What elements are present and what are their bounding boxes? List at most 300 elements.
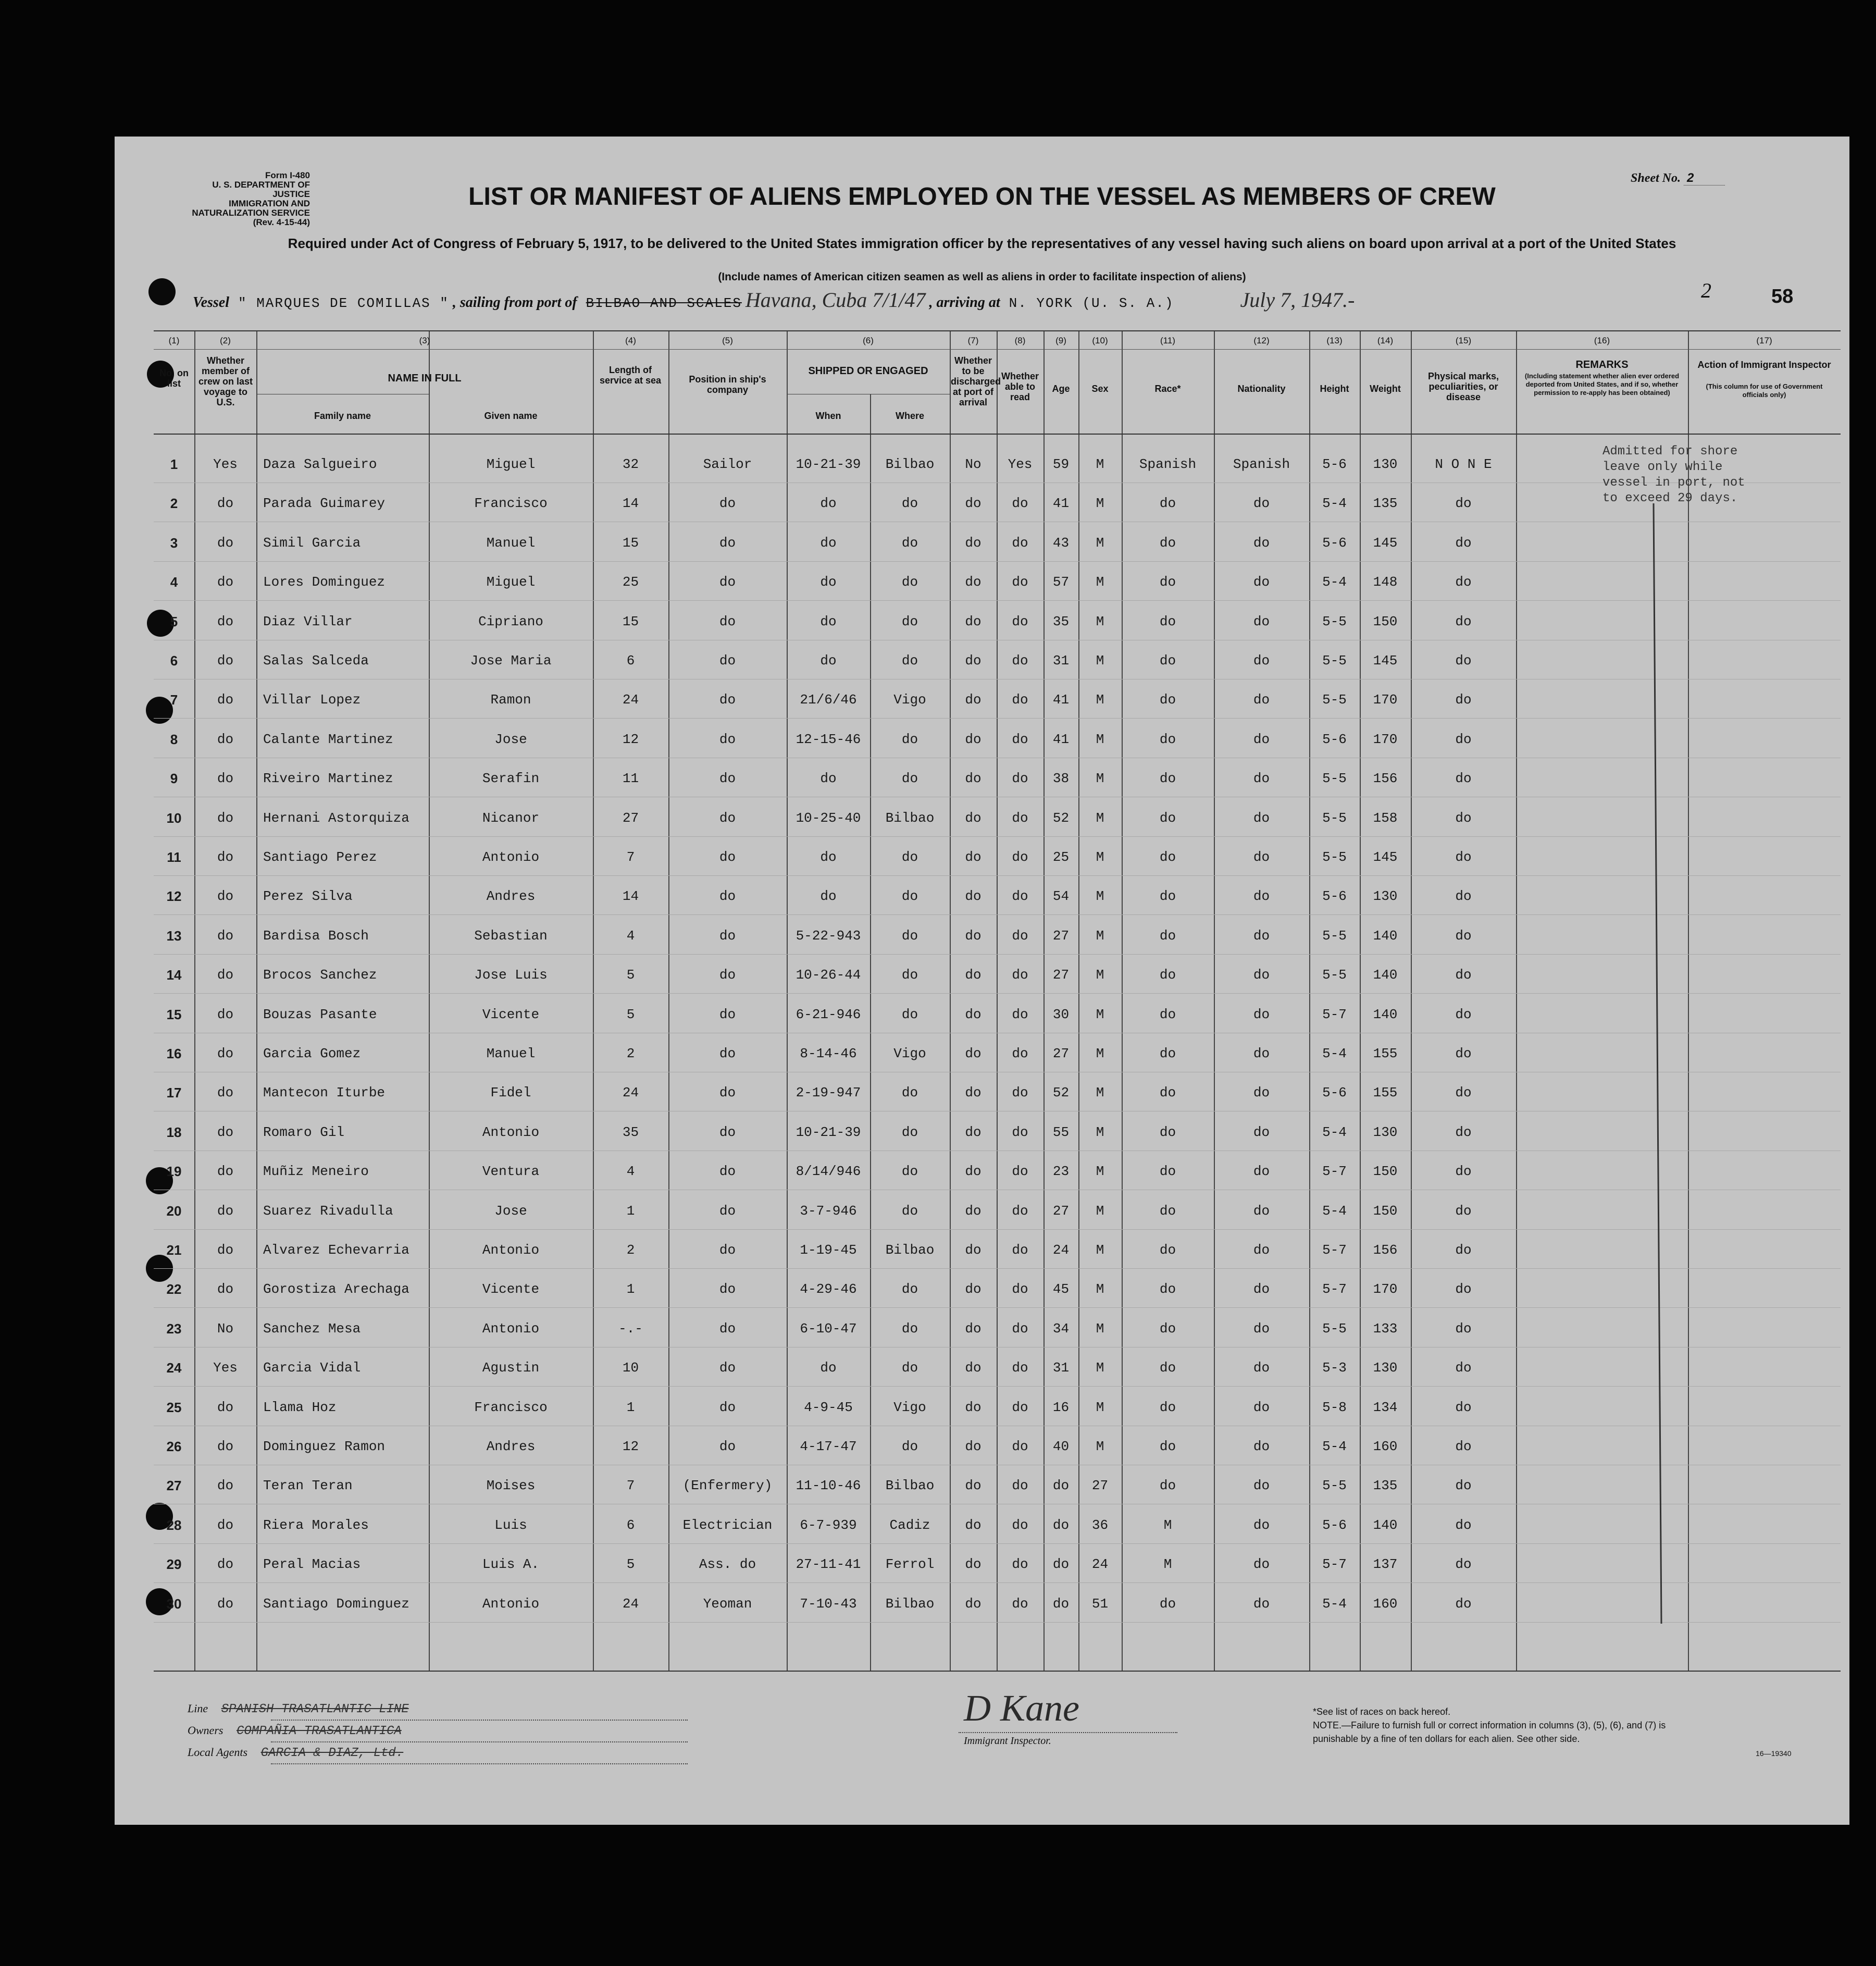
- col-number: (1): [168, 336, 180, 345]
- length-of-service: 27: [622, 810, 639, 826]
- header-name-in-full: NAME IN FULL: [388, 373, 462, 384]
- race: do: [1159, 535, 1176, 551]
- height: 5-6: [1322, 456, 1347, 472]
- arrival-date: July 7, 1947.-: [1240, 288, 1355, 312]
- given-name: Francisco: [474, 1399, 548, 1415]
- given-name: Nicanor: [482, 810, 540, 826]
- physical-marks: N O N E: [1435, 456, 1492, 472]
- age: 24: [1052, 1242, 1070, 1258]
- shipped-where: do: [901, 731, 918, 747]
- row-number: 5: [170, 613, 178, 629]
- col-number: (17): [1756, 336, 1772, 345]
- nationality: do: [1253, 1439, 1270, 1454]
- table-row: [154, 759, 1841, 798]
- discharged: do: [965, 1203, 982, 1219]
- race: do: [1159, 1478, 1176, 1494]
- family-name: Lores Dominguez: [263, 574, 386, 590]
- physical-marks: do: [1455, 1596, 1472, 1612]
- shipped-when: 7-10-43: [800, 1596, 857, 1612]
- shipped-when: do: [820, 496, 837, 512]
- length-of-service: 6: [626, 1517, 635, 1533]
- nationality: do: [1253, 1360, 1270, 1376]
- race: do: [1159, 1006, 1176, 1022]
- nationality: do: [1253, 653, 1270, 669]
- table-row: [154, 1034, 1841, 1073]
- family-name: Daza Salgueiro: [263, 456, 377, 472]
- row-rule: [154, 1386, 1841, 1387]
- sex: M: [1096, 888, 1104, 905]
- physical-marks: do: [1455, 535, 1472, 551]
- footer-owners: [188, 1724, 402, 1738]
- length-of-service: 1: [626, 1203, 635, 1219]
- nationality: do: [1253, 1596, 1270, 1612]
- family-name: Sanchez Mesa: [263, 1320, 361, 1337]
- length-of-service: 1: [626, 1281, 635, 1297]
- table-row: [154, 799, 1841, 838]
- nationality: do: [1253, 810, 1270, 826]
- position: do: [719, 1085, 736, 1101]
- table-row: [154, 995, 1841, 1034]
- height: 5-6: [1322, 1517, 1347, 1533]
- age: 31: [1052, 653, 1070, 669]
- position: do: [719, 1439, 736, 1454]
- able-to-read: do: [1012, 731, 1028, 747]
- row-number: 29: [166, 1556, 182, 1573]
- weight: 170: [1373, 1281, 1398, 1297]
- family-name: Llama Hoz: [263, 1399, 337, 1415]
- able-to-read: do: [1012, 613, 1028, 629]
- weight: 145: [1373, 653, 1398, 669]
- height: 5-6: [1322, 888, 1347, 905]
- sex: M: [1096, 653, 1104, 669]
- row-number: 7: [170, 692, 178, 708]
- height: 5-4: [1322, 1124, 1347, 1140]
- sex: M: [1096, 731, 1104, 747]
- given-name: Ventura: [482, 1164, 540, 1180]
- sex: 27: [1091, 1478, 1109, 1494]
- table-row: [154, 1349, 1841, 1388]
- shipped-when: do: [820, 1360, 837, 1376]
- table-row: [154, 1545, 1841, 1584]
- shipped-where: do: [901, 1281, 918, 1297]
- member-prev-voyage: do: [217, 1006, 234, 1022]
- shipped-where: do: [901, 1320, 918, 1337]
- age: 52: [1052, 810, 1070, 826]
- weight: 155: [1373, 1046, 1398, 1061]
- given-name: Antonio: [482, 849, 540, 865]
- family-name: Diaz Villar: [263, 613, 353, 629]
- able-to-read: do: [1012, 1360, 1028, 1376]
- weight: 130: [1373, 456, 1398, 472]
- given-name: Antonio: [482, 1124, 540, 1140]
- given-name: Vicente: [482, 1281, 540, 1297]
- discharged: do: [965, 888, 982, 905]
- vessel-label: Vessel: [193, 294, 229, 311]
- nationality: Spanish: [1233, 456, 1290, 472]
- header-action-note: (This column for use of Government officials only): [1706, 382, 1823, 399]
- nationality: do: [1253, 1164, 1270, 1180]
- footnote-fine: NOTE.—Failure to furnish full or correct information in columns (3), (5), (6), and (7) is punishable by a fine of ten dollars for each alien. See other side.: [1313, 1720, 1666, 1744]
- discharged: do: [965, 613, 982, 629]
- height: 5-5: [1322, 967, 1347, 983]
- race: do: [1159, 496, 1176, 512]
- race: do: [1159, 1164, 1176, 1180]
- physical-marks: do: [1455, 1556, 1472, 1573]
- weight: 137: [1373, 1556, 1398, 1573]
- shipped-when: 6-10-47: [800, 1320, 857, 1337]
- physical-marks: do: [1455, 1164, 1472, 1180]
- header-family-name: Family name: [314, 411, 371, 421]
- row-rule: [154, 914, 1841, 915]
- row-number: 8: [170, 731, 178, 747]
- discharged: do: [965, 1124, 982, 1140]
- arriving-port: N. YORK (U. S. A.): [1009, 295, 1174, 311]
- able-to-read: do: [1012, 888, 1028, 905]
- col-number: (12): [1253, 336, 1270, 345]
- shipped-when: do: [820, 613, 837, 629]
- race: do: [1159, 888, 1176, 905]
- discharged: do: [965, 810, 982, 826]
- shipped-where: Bilbao: [885, 1478, 935, 1494]
- physical-marks: do: [1455, 1046, 1472, 1061]
- discharged: do: [965, 1439, 982, 1454]
- race: do: [1159, 928, 1176, 944]
- sex: M: [1096, 613, 1104, 629]
- discharged: do: [965, 1517, 982, 1533]
- owners-value: COMPAÑIA TRASATLANTICA: [236, 1724, 402, 1738]
- position: do: [719, 1281, 736, 1297]
- able-to-read: do: [1012, 653, 1028, 669]
- weight: 135: [1373, 1478, 1398, 1494]
- length-of-service: 32: [622, 456, 639, 472]
- family-name: Teran Teran: [263, 1478, 353, 1494]
- header-shipped-engaged: SHIPPED OR ENGAGED: [808, 365, 928, 377]
- shipped-where: do: [901, 574, 918, 590]
- height: 5-4: [1322, 1046, 1347, 1061]
- col-number: (16): [1594, 336, 1610, 345]
- able-to-read: do: [1012, 496, 1028, 512]
- family-name: Parada Guimarey: [263, 496, 386, 512]
- given-name: Antonio: [482, 1320, 540, 1337]
- member-prev-voyage: Yes: [213, 1360, 238, 1376]
- vessel-line: [156, 288, 1844, 312]
- given-name: Vicente: [482, 1006, 540, 1022]
- header-given-name: Given name: [484, 411, 538, 421]
- weight: 155: [1373, 1085, 1398, 1101]
- discharged: do: [965, 1556, 982, 1573]
- row-rule: [154, 1307, 1841, 1308]
- discharged: do: [965, 1596, 982, 1612]
- crew-table: [154, 330, 1841, 1672]
- row-number: 12: [166, 888, 182, 905]
- member-prev-voyage: do: [217, 1242, 234, 1258]
- shipped-when: 21/6/46: [800, 692, 857, 708]
- weight: 145: [1373, 535, 1398, 551]
- subtitle-note: (Include names of American citizen seamen as well as aliens in order to facilitate inspection of aliens): [718, 271, 1246, 283]
- age: do: [1052, 1596, 1070, 1612]
- line-label: Line: [188, 1702, 208, 1715]
- position: do: [719, 810, 736, 826]
- member-prev-voyage: do: [217, 1281, 234, 1297]
- sex: M: [1096, 1006, 1104, 1022]
- member-prev-voyage: do: [217, 1478, 234, 1494]
- member-prev-voyage: do: [217, 653, 234, 669]
- able-to-read: do: [1012, 928, 1028, 944]
- race: do: [1159, 1360, 1176, 1376]
- nationality: do: [1253, 1281, 1270, 1297]
- table-row: [154, 484, 1841, 523]
- age: 41: [1052, 692, 1070, 708]
- row-number: 13: [166, 928, 182, 944]
- position: do: [719, 1360, 736, 1376]
- race: do: [1159, 1124, 1176, 1140]
- nationality: do: [1253, 1124, 1270, 1140]
- physical-marks: do: [1455, 1006, 1472, 1022]
- given-name: Jose Luis: [474, 967, 548, 983]
- table-row: [154, 1506, 1841, 1545]
- row-rule: [154, 1229, 1841, 1230]
- race: do: [1159, 849, 1176, 865]
- weight: 156: [1373, 1242, 1398, 1258]
- table-row: [154, 602, 1841, 641]
- row-rule: [154, 600, 1841, 601]
- physical-marks: do: [1455, 928, 1472, 944]
- nationality: do: [1253, 731, 1270, 747]
- race: Spanish: [1139, 456, 1197, 472]
- position: do: [719, 613, 736, 629]
- shipped-where: do: [901, 1006, 918, 1022]
- shipped-when: 1-19-45: [800, 1242, 857, 1258]
- member-prev-voyage: do: [217, 771, 234, 787]
- row-number: 9: [170, 771, 178, 787]
- row-number: 17: [166, 1085, 182, 1101]
- position: do: [719, 535, 736, 551]
- physical-marks: do: [1455, 1478, 1472, 1494]
- member-prev-voyage: do: [217, 1556, 234, 1573]
- row-number: 16: [166, 1046, 182, 1061]
- given-name: Miguel: [486, 456, 536, 472]
- physical-marks: do: [1455, 692, 1472, 708]
- shipped-where: Vigo: [893, 1399, 926, 1415]
- shipped-where: do: [901, 1360, 918, 1376]
- row-number: 1: [170, 456, 178, 472]
- age: do: [1052, 1556, 1070, 1573]
- col-number: (6): [863, 336, 874, 345]
- table-row: [154, 877, 1841, 916]
- table-row: [154, 445, 1841, 484]
- member-prev-voyage: do: [217, 849, 234, 865]
- given-name: Miguel: [486, 574, 536, 590]
- header-position: Position in ship's company: [689, 374, 766, 395]
- shipped-when: 5-22-943: [796, 928, 861, 944]
- physical-marks: do: [1455, 888, 1472, 905]
- shipped-where: do: [901, 928, 918, 944]
- inspector-rule: [959, 1732, 1177, 1733]
- physical-marks: do: [1455, 849, 1472, 865]
- length-of-service: 5: [626, 1556, 635, 1573]
- position: Electrician: [682, 1517, 773, 1533]
- inspector-label: Immigrant Inspector.: [964, 1735, 1051, 1747]
- family-name: Villar Lopez: [263, 692, 361, 708]
- given-name: Antonio: [482, 1242, 540, 1258]
- weight: 140: [1373, 967, 1398, 983]
- height: 5-7: [1322, 1242, 1347, 1258]
- row-number: 18: [166, 1124, 182, 1140]
- shipped-where: Cadiz: [889, 1517, 930, 1533]
- family-name: Salas Salceda: [263, 653, 369, 669]
- family-name: Calante Martinez: [263, 731, 393, 747]
- weight: 130: [1373, 888, 1398, 905]
- able-to-read: do: [1012, 771, 1028, 787]
- col-number: (13): [1326, 336, 1343, 345]
- family-name: Dominguez Ramon: [263, 1439, 386, 1454]
- race: do: [1159, 1320, 1176, 1337]
- family-name: Gorostiza Arechaga: [263, 1281, 409, 1297]
- discharged: do: [965, 496, 982, 512]
- footer-agents: [188, 1746, 403, 1760]
- shipped-where: do: [901, 1164, 918, 1180]
- given-name: Andres: [486, 888, 536, 905]
- member-prev-voyage: do: [217, 810, 234, 826]
- position: do: [719, 849, 736, 865]
- sex: M: [1096, 456, 1104, 472]
- header-rule: [154, 434, 1841, 435]
- member-prev-voyage: No: [217, 1320, 234, 1337]
- nationality: do: [1253, 771, 1270, 787]
- shipped-when: do: [820, 771, 837, 787]
- sex: 24: [1091, 1556, 1109, 1573]
- race: do: [1159, 1085, 1176, 1101]
- row-rule: [154, 993, 1841, 994]
- member-prev-voyage: do: [217, 1164, 234, 1180]
- family-name: Romaro Gil: [263, 1124, 345, 1140]
- age: 43: [1052, 535, 1070, 551]
- weight: 150: [1373, 1164, 1398, 1180]
- row-rule: [154, 718, 1841, 719]
- physical-marks: do: [1455, 613, 1472, 629]
- shipped-when: 11-10-46: [796, 1478, 861, 1494]
- age: 54: [1052, 888, 1070, 905]
- given-name: Jose: [494, 1203, 527, 1219]
- shipped-where: do: [901, 653, 918, 669]
- given-name: Antonio: [482, 1596, 540, 1612]
- row-number: 3: [170, 535, 178, 551]
- sex: M: [1096, 771, 1104, 787]
- height: 5-5: [1322, 613, 1347, 629]
- race: do: [1159, 771, 1176, 787]
- header-discharged: Whether to be discharged at port of arrival: [951, 355, 1001, 407]
- shipped-when: 4-17-47: [800, 1439, 857, 1454]
- header-where: Where: [895, 411, 924, 421]
- footnote-races: *See list of races on back hereof.: [1313, 1707, 1451, 1717]
- height: 5-7: [1322, 1006, 1347, 1022]
- table-row: [154, 1270, 1841, 1309]
- table-row: [154, 1427, 1841, 1466]
- age: 27: [1052, 1203, 1070, 1219]
- position: Sailor: [703, 456, 752, 472]
- race: do: [1159, 1203, 1176, 1219]
- discharged: do: [965, 967, 982, 983]
- weight: 148: [1373, 574, 1398, 590]
- able-to-read: do: [1012, 1242, 1028, 1258]
- age: 55: [1052, 1124, 1070, 1140]
- able-to-read: do: [1012, 849, 1028, 865]
- page-mark: 2: [1701, 279, 1711, 302]
- physical-marks: do: [1455, 1281, 1472, 1297]
- length-of-service: 25: [622, 574, 639, 590]
- family-name: Perez Silva: [263, 888, 353, 905]
- shipped-when: 3-7-946: [800, 1203, 857, 1219]
- age: 27: [1052, 967, 1070, 983]
- header-sex: Sex: [1091, 384, 1109, 394]
- position: do: [719, 1164, 736, 1180]
- row-rule: [154, 561, 1841, 562]
- age: 34: [1052, 1320, 1070, 1337]
- row-number: 2: [170, 496, 178, 512]
- race: do: [1159, 574, 1176, 590]
- height: 5-6: [1322, 731, 1347, 747]
- race: M: [1163, 1556, 1172, 1573]
- sex: M: [1096, 692, 1104, 708]
- discharged: do: [965, 731, 982, 747]
- sheet-value: 2: [1684, 171, 1725, 186]
- position: do: [719, 1006, 736, 1022]
- member-prev-voyage: Yes: [213, 456, 238, 472]
- race: do: [1159, 1046, 1176, 1061]
- header-able-read: Whether able to read: [1001, 371, 1039, 402]
- height: 5-5: [1322, 1478, 1347, 1494]
- sex: M: [1096, 1085, 1104, 1101]
- weight: 158: [1373, 810, 1398, 826]
- height: 5-5: [1322, 810, 1347, 826]
- family-name: Peral Macias: [263, 1556, 361, 1573]
- header-rule: [154, 349, 1841, 350]
- sex: M: [1096, 928, 1104, 944]
- weight: 160: [1373, 1439, 1398, 1454]
- arriving-label: , arriving at: [929, 294, 1000, 311]
- nationality: do: [1253, 535, 1270, 551]
- race: do: [1159, 810, 1176, 826]
- race: do: [1159, 692, 1176, 708]
- sex: M: [1096, 849, 1104, 865]
- sex: 36: [1091, 1517, 1109, 1533]
- height: 5-4: [1322, 1203, 1347, 1219]
- family-name: Bardisa Bosch: [263, 928, 369, 944]
- race: do: [1159, 653, 1176, 669]
- height: 5-4: [1322, 1439, 1347, 1454]
- given-name: Luis: [494, 1517, 527, 1533]
- shipped-where: Bilbao: [885, 1242, 935, 1258]
- col-number: (5): [722, 336, 733, 345]
- row-number: 23: [166, 1320, 182, 1337]
- row-number: 4: [170, 574, 178, 590]
- able-to-read: do: [1012, 574, 1028, 590]
- sex: M: [1096, 1124, 1104, 1140]
- weight: 130: [1373, 1124, 1398, 1140]
- able-to-read: do: [1012, 1085, 1028, 1101]
- position: do: [719, 692, 736, 708]
- position: do: [719, 731, 736, 747]
- race: do: [1159, 1439, 1176, 1454]
- shipped-where: do: [901, 771, 918, 787]
- subtitle: Required under Act of Congress of February 5, 1917, to be delivered to the United States immigration officer by the representatives of any vessel having such aliens on board upon arrival at a port of the United States: [288, 236, 1676, 251]
- given-name: Andres: [486, 1439, 536, 1454]
- given-name: Fidel: [490, 1085, 531, 1101]
- sheet-label: Sheet No.: [1631, 171, 1681, 185]
- length-of-service: 1: [626, 1399, 635, 1415]
- member-prev-voyage: do: [217, 1124, 234, 1140]
- family-name: Mantecon Iturbe: [263, 1085, 386, 1101]
